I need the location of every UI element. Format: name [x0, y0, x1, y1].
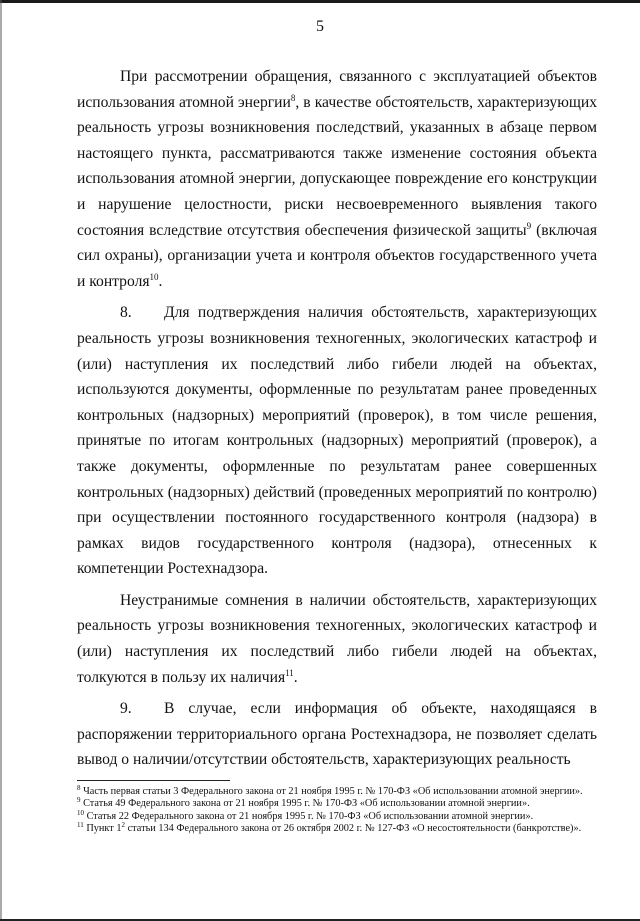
footnote-reference: 2	[121, 821, 126, 830]
footnote-reference: 11	[285, 667, 294, 678]
footnote-mark: 8	[77, 784, 81, 792]
footnote-9: $^9$ Статья 49 Федерального закона от 21 ноября 1995 г. № 170-ФЗ «Об использовании атомной энергии».	[77, 796, 530, 810]
footnote-mark: 10	[77, 808, 84, 817]
paragraph-item-8: 8. Для подтверждения наличия обстоятельств, характеризующих реальность угрозы возникновения техногенных, экологических катастроф и (или) наступления их последствий либо гибели людей на объектах, используются документы, оформленные по результатам ранее проведенных контрольных (надзорных) мероприятий (проверок), в том числе решения, принятые по итогам контрольных (надзорных) мероприятий (проверок), а также документы, оформленные по результатам ранее совершенных контрольных (надзорных) действий (проведенных мероприятий по контролю) при осуществлении постоянного государственного контроля (надзора) в рамках видов государственного контроля (надзора), отнесенных к компетенции Ростехнадзора.	[77, 300, 597, 582]
footnote-separator	[77, 780, 230, 781]
document-body	[77, 64, 597, 773]
footnotes	[77, 786, 597, 836]
item-number: 9.	[120, 700, 132, 718]
scan-left-edge	[0, 0, 2, 921]
footnote-10: $^{10}$ Статья 22 Федерального закона от 21 ноября 1995 г. № 170-ФЗ «Об использовании атомной энергии».	[77, 808, 534, 822]
footnote-mark: 9	[77, 796, 81, 805]
scan-top-edge	[0, 0, 640, 3]
footnote-reference: 9	[526, 220, 532, 231]
footnote-mark: 11	[77, 821, 84, 830]
footnote-reference: 10	[149, 271, 159, 282]
paragraph: Неустранимые сомнения в наличии обстоятельств, характеризующих реальность угрозы возникновения техногенных, экологических катастроф и (или) наступления их последствий либо гибели людей на объектах, толкуются в пользу их наличия$^{11}$.	[77, 591, 597, 686]
page-number: 5	[316, 18, 324, 35]
footnote-11: $^{11}$ Пункт $1^2$ статьи 134 Федерального закона от 26 октября 2002 г. № 127-ФЗ «О несостоятельности (банкротстве)».	[77, 821, 582, 835]
footnote-reference: 8	[290, 92, 296, 103]
item-number: 8.	[120, 304, 132, 322]
paragraph-item-9: 9. В случае, если информация об объекте, находящаяся в распоряжении территориального органа Ростехнадзора, не позволяет сделать вывод о наличии/отсутствии обстоятельств, характеризующих реальность	[77, 696, 597, 773]
footnote-8: $^8$ Часть первая статьи 3 Федерального закона от 21 ноября 1995 г. № 170-ФЗ «Об использовании атомной энергии».	[77, 784, 583, 797]
paragraph: При рассмотрении обращения, связанного с эксплуатацией объектов использования атомной энергии$^8$, в качестве обстоятельств, характеризующих реальность угрозы возникновения последствий, указанных в абзаце первом настоящего пункта, рассматриваются также изменение состояния объекта использования атомной энергии, допускающее повреждение его конструкции и нарушение целостности, риски несвоевременного выявления такого состояния вследствие отсутствия обеспечения физической защиты$^9$ (включая сил охраны), организации учета и контроля объектов государственного учета и контроля$^{10}$.	[77, 68, 597, 290]
